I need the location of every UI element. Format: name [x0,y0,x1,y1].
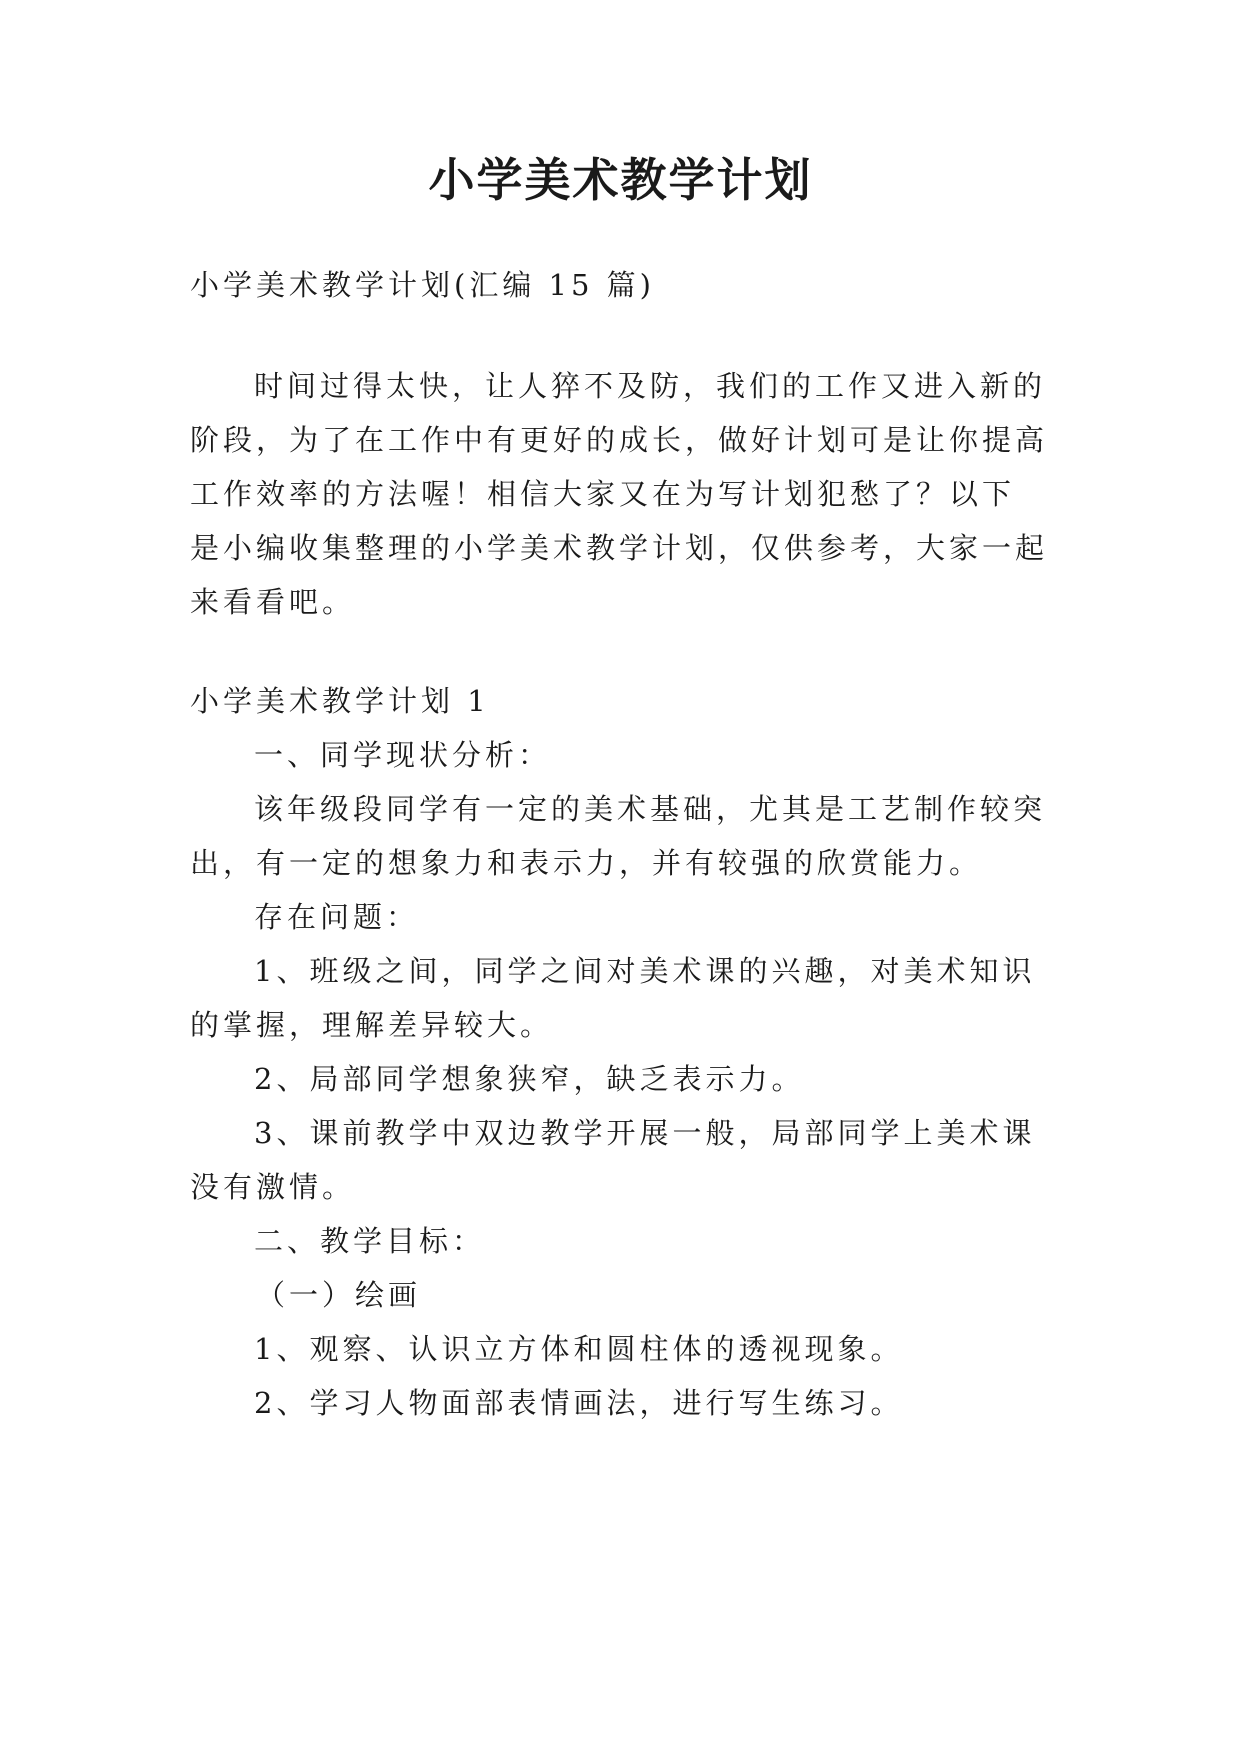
intro-line: 工作效率的方法喔！相信大家又在为写计划犯愁了？以下 [190,477,1016,511]
body-line: 1、班级之间，同学之间对美术课的兴趣，对美术知识 [254,954,1036,988]
body-line: 没有激情。 [190,1170,356,1204]
subtitle: 小学美术教学计划(汇编 15 篇) [190,268,655,302]
intro-line: 是小编收集整理的小学美术教学计划，仅供参考，大家一起 [190,531,1049,565]
intro-line: 时间过得太快，让人猝不及防，我们的工作又进入新的 [254,369,1047,403]
body-line: 存在问题： [254,900,420,934]
body-line: 出，有一定的想象力和表示力，并有较强的欣赏能力。 [190,846,983,880]
intro-line: 来看看吧。 [190,585,356,619]
body-line: 一、同学现状分析： [254,738,552,772]
page-title: 小学美术教学计划 [428,153,813,207]
body-line: 2、学习人物面部表情画法，进行写生练习。 [254,1386,904,1420]
body-line: 2、局部同学想象狭窄，缺乏表示力。 [254,1062,805,1096]
body-line: 1、观察、认识立方体和圆柱体的透视现象。 [254,1332,904,1366]
intro-line: 阶段，为了在工作中有更好的成长，做好计划可是让你提高 [190,423,1049,457]
body-line: 二、教学目标： [254,1224,486,1258]
body-line: （一）绘画 [256,1278,422,1312]
body-line: 该年级段同学有一定的美术基础，尤其是工艺制作较突 [254,792,1047,826]
section-title: 小学美术教学计划 1 [190,684,490,718]
body-line: 3、课前教学中双边教学开展一般，局部同学上美术课 [254,1116,1036,1150]
body-line: 的掌握，理解差异较大。 [190,1008,554,1042]
